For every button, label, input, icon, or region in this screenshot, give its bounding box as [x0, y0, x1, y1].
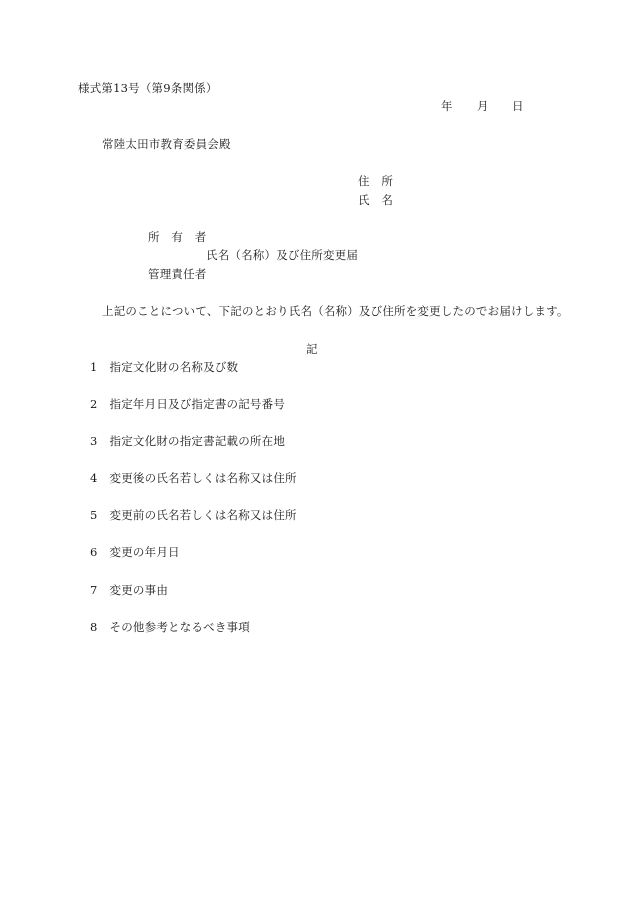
- item-number: 2: [90, 397, 98, 411]
- item-text: 変更の事由: [109, 583, 169, 597]
- item-text: その他参考となるべき事項: [109, 620, 250, 634]
- item-text: 指定文化財の名称及び数: [109, 360, 239, 374]
- item-number: 5: [90, 508, 98, 522]
- list-item: [90, 360, 238, 374]
- date-month: 月: [477, 99, 489, 113]
- list-item: [90, 620, 250, 634]
- item-number: 6: [90, 545, 98, 559]
- form-title: 氏名（名称）及び住所変更届: [206, 248, 359, 262]
- address-label: 住 所: [358, 174, 394, 188]
- form-number: 様式第13号（第9条関係）: [78, 81, 218, 95]
- addressee: 常陸太田市教育委員会殿: [102, 137, 231, 151]
- item-number: 1: [90, 360, 98, 374]
- item-text: 変更の年月日: [109, 545, 180, 559]
- item-number: 8: [90, 620, 98, 634]
- item-text: 変更後の氏名若しくは名称又は住所: [109, 471, 297, 485]
- item-number: 4: [90, 471, 98, 485]
- date-day: 日: [512, 99, 524, 113]
- list-item: [90, 397, 285, 411]
- manager-label: 管理責任者: [148, 267, 207, 281]
- item-number: 3: [90, 434, 98, 448]
- item-number: 7: [90, 583, 98, 597]
- item-text: 指定文化財の指定書記載の所在地: [109, 434, 286, 448]
- name-label: 氏 名: [358, 193, 394, 207]
- owner-label: 所 有 者: [148, 230, 207, 244]
- list-item: [90, 583, 168, 597]
- list-item: [90, 508, 297, 522]
- date-year: 年: [441, 99, 453, 113]
- intro-text: 上記のことについて、下記のとおり氏名（名称）及び住所を変更したのでお届けします。: [102, 304, 569, 318]
- list-item: [90, 471, 297, 485]
- item-text: 指定年月日及び指定書の記号番号: [109, 397, 286, 411]
- list-item: [90, 545, 180, 559]
- list-item: [90, 434, 285, 448]
- ki-heading: 記: [306, 342, 318, 356]
- item-text: 変更前の氏名若しくは名称又は住所: [109, 508, 297, 522]
